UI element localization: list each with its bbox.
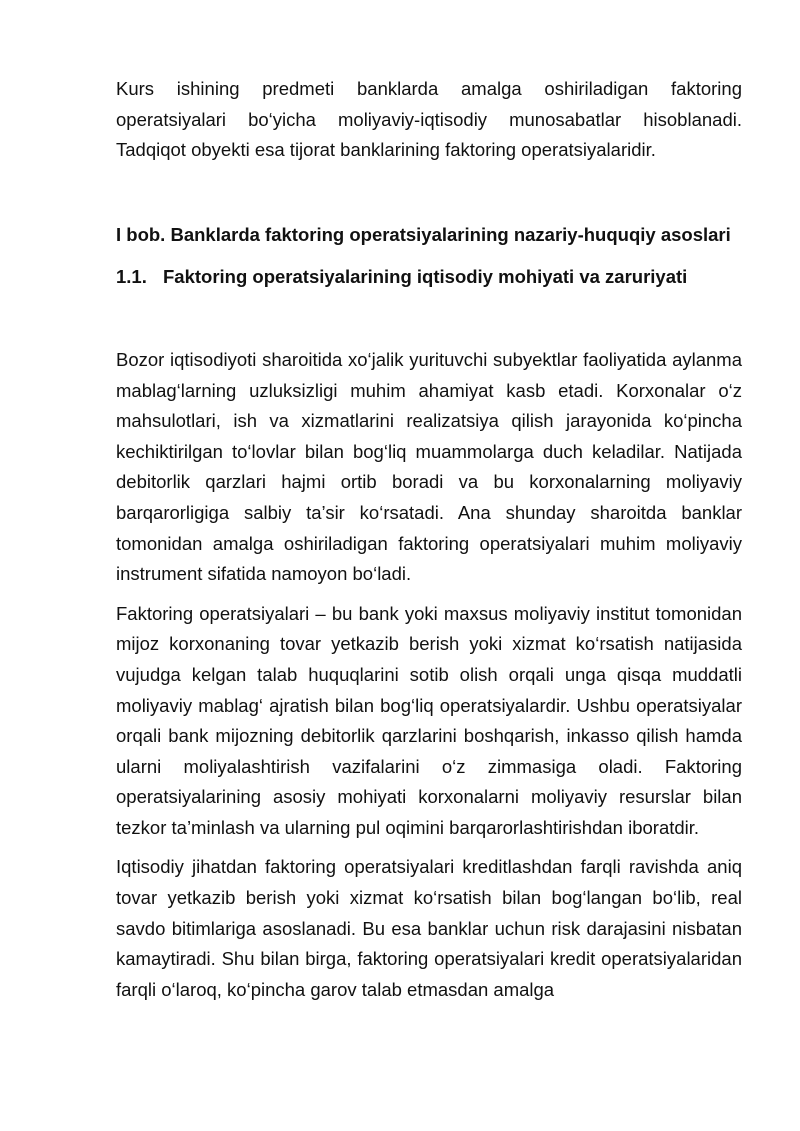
body-paragraph: Bozor iqtisodiyoti sharoitida xo‘jalik yurituvchi subyektlar faoliyatida aylanma mablag‘larning uzluksizligi muhim ahamiyat kasb etadi. Korxonalar o‘z mahsulotlari, ish va xizmatlarini realizatsiya qilish jarayonida ko‘pincha kechiktirilgan to‘lovlar bilan bog‘liq muammolarga duch keladilar. Natijada debitorlik qarzlari hajmi ortib boradi va bu korxonalarning moliyaviy barqarorligiga salbiy ta’sir ko‘rsatadi. Ana shunday sharoitda banklar tomonidan amalga oshiriladigan faktoring operatsiyalari muhim moliyaviy instrument sifatida namoyon bo‘ladi. [116, 348, 742, 585]
chapter-heading: I bob. Banklarda faktoring operatsiyalarining nazariy-huquqiy asoslari [116, 223, 731, 245]
section-title: Faktoring operatsiyalarining iqtisodiy mohiyati va zaruriyati [163, 266, 688, 288]
body-paragraph: Iqtisodiy jihatdan faktoring operatsiyalari kreditlashdan farqli ravishda aniq tovar yetkazib berish yoki xizmat ko‘rsatish bilan bog‘langan bo‘lib, real savdo bitimlariga asoslanadi. Bu esa banklar uchun risk darajasini nisbatan kamaytiradi. Shu bilan birga, faktoring operatsiyalari kredit operatsiyalaridan farqli o‘laroq, ko‘pincha garov talab etmasdan amalga [116, 856, 742, 1000]
intro-paragraph: Kurs ishining predmeti banklarda amalga oshiriladigan faktoring operatsiyalari bo‘yicha moliyaviy-iqtisodiy munosabatlar hisoblanadi. Tadqiqot obyekti esa tijorat banklarining faktoring operatsiyalaridir. [116, 78, 742, 161]
document-page [116, 74, 742, 1005]
section-body [116, 345, 742, 1005]
section-number: 1.1. [116, 266, 147, 288]
section-heading [116, 262, 742, 293]
body-paragraph: Faktoring operatsiyalari – bu bank yoki maxsus moliyaviy institut tomonidan mijoz korxonaning tovar yetkazib berish yoki xizmat ko‘rsatish natijasida vujudga kelgan talab huquqlarini sotib olish orqali unga qisqa muddatli moliyaviy mablag‘ ajratish bilan bog‘liq operatsiyalardir. Ushbu operatsiyalar orqali bank mijozning debitorlik qarzlarini boshqarish, inkasso qilish hamda ularni moliyalashtirish vazifalarini o‘z zimmasiga oladi. Faktoring operatsiyalarining asosiy mohiyati korxonalarni moliyaviy resurslar bilan tezkor ta’minlash va ularning pul oqimini barqarorlashtirishdan iboratdir. [116, 602, 742, 838]
